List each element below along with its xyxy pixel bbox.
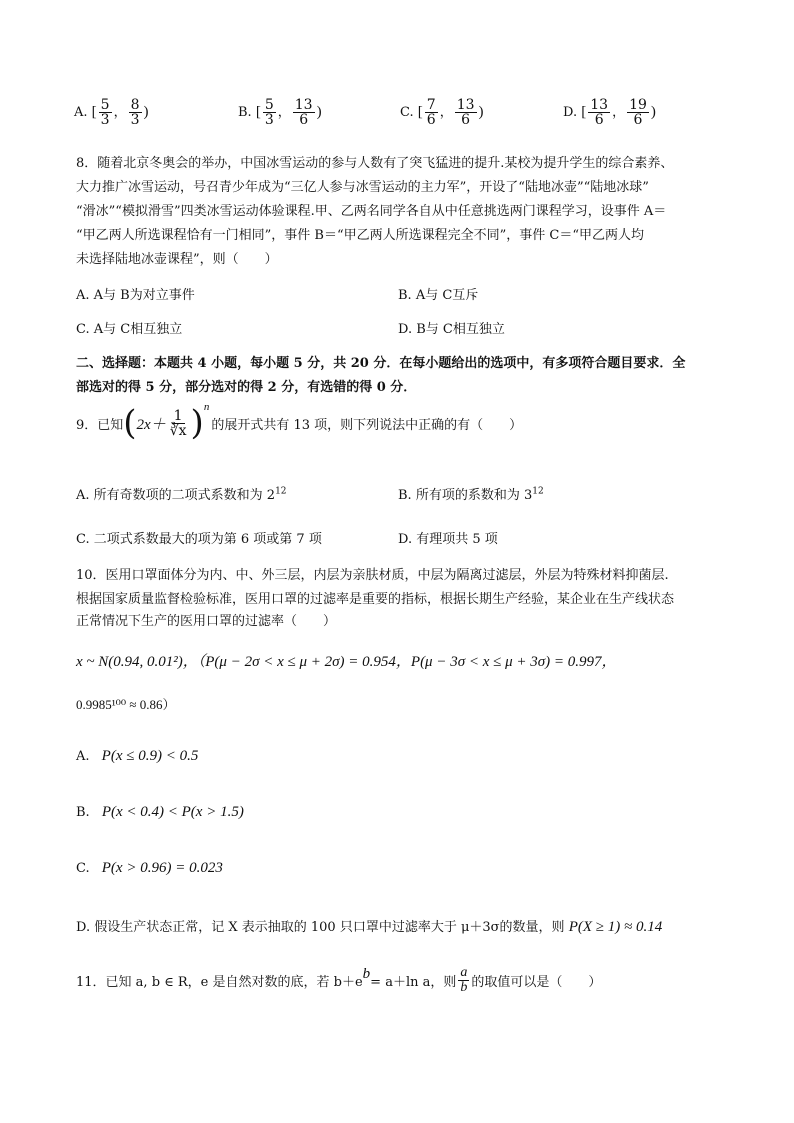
section-2-heading-line-2: 部选对的得 5 分，部分选对的得 2 分，有选错的得 0 分． [76,380,417,395]
q7-option-a-frac1 [99,98,112,127]
frac-numerator: 13 [456,97,475,113]
section-2-heading-line-1: 二、选择题：本题共 4 小题，每小题 5 分，共 20 分．在每小题给出的选项中，有多项符合题目要求．全 [76,356,686,371]
q8-option-d: D. B与 C相互独立 [398,322,505,337]
q7-option-a-rbracket: ) [143,104,149,120]
q8-option-b: B. A与 C互斥 [398,288,479,303]
q10-option-d-formula: P(X ≥ 1) ≈ 0.14 [568,919,663,935]
q7-option-b-lbracket: [ [255,104,261,120]
q9-option-d: D. 有理项共 5 项 [398,532,498,547]
q9-right-paren: ) [190,403,204,443]
frac-numerator: 13 [294,97,313,113]
q10-option-a-label: A. [76,749,90,764]
frac-denominator: 3 [130,112,140,128]
frac-numerator: 7 [426,97,436,113]
q7-option-d: D. [ $\frac{13}{6}$ ， $\frac{19}{6}$ ) [563,97,656,128]
frac-denominator: 6 [633,112,643,128]
q11-mid: = a＋ln a，则 [370,975,457,990]
q10-option-c-label: C. [76,861,90,876]
frac-numerator: 5 [100,97,110,113]
q9-option-a-exponent: 12 [275,486,287,497]
q10-option-c-formula: P(x > 0.96) = 0.023 [101,860,223,876]
frac-denominator: 6 [594,112,604,128]
q7-option-b-frac1 [263,98,276,127]
q11-exponent: b [362,966,371,982]
q10-line-3: 正常情况下生产的医用口罩的过滤率（ ） [76,614,337,629]
q9-exponent: n [203,401,210,413]
q9-option-a [76,484,287,503]
q9-option-b [398,484,544,503]
q7-option-c-lbracket: [ [417,104,423,120]
frac-denominator: 6 [299,112,309,128]
q10-option-b-label: B. [76,805,90,820]
q9-stem [76,401,523,443]
q7-option-c-frac2 [455,98,477,127]
q7-option-d-label: D. [563,105,578,120]
q7-option-b-rbracket: ) [316,104,322,120]
q9-option-b-text: B. 所有项的系数和为 3 [398,488,533,503]
q10-formula-line-2: 0.9985¹⁰⁰ ≈ 0.86） [76,697,176,712]
q8-line-3: “滑冰”“模拟滑雪”四类冰雪运动体验课程.甲、乙两名同学各自从中任意挑选两门课程学习，设事件 A＝ [76,204,667,219]
q9-expr-fraction [168,409,189,438]
q10-option-c [76,860,223,877]
q7-option-b-label: B. [238,105,252,120]
q7-option-b-frac2 [293,98,315,127]
q10-option-a [76,748,198,765]
q10-line-1: 10．医用口罩面体分为内、中、外三层，内层为亲肤材质，中层为隔离过滤层，外层为特殊材料抑菌层. [76,568,669,583]
frac-denominator: 6 [426,112,436,128]
q7-option-c-rbracket: ) [478,104,484,120]
q8-line-2: 大力推广冰雪运动，号召青少年成为“三亿人参与冰雪运动的主力军”，开设了“陆地冰壶”“陆地冰球” [76,180,649,195]
frac-denominator: 3 [100,112,110,128]
q7-option-d-frac1 [588,98,610,127]
frac-denominator: 3 [264,112,274,128]
frac-numerator: 19 [629,97,647,113]
frac-denominator: 6 [461,112,471,128]
q7-option-c-frac1 [425,98,438,127]
frac-numerator: 13 [590,97,609,113]
frac-numerator: a [460,965,468,980]
frac-numerator: 5 [264,97,274,113]
q10-formula-line-1: x ~ N(0.94, 0.01²)，（P(μ − 2σ < x ≤ μ + 2σ) = 0.954，P(μ − 3σ < x ≤ μ + 3σ) = 0.997， [76,654,617,670]
q11-suffix: 的取值可以是（ ） [471,975,602,990]
q8-line-5: 未选择陆地冰壶课程”，则（ ） [76,252,278,267]
q10-option-d-text: D. 假设生产状态正常，记 X 表示抽取的 100 只口罩中过滤率大于 μ＋3σ的数量，则 [76,920,565,935]
q9-left-paren: ( [123,403,137,443]
frac-denominator: b [460,980,468,995]
q7-option-a-frac2 [129,98,142,127]
q10-line-2: 根据国家质量监督检验标准，医用口罩的过滤率是重要的指标，根据长期生产经验，某企业在生产线状态 [76,592,675,607]
q9-option-b-exponent: 12 [532,486,544,497]
q11-prefix: 11．已知 a, b ∈ R，e 是自然对数的底，若 b＋e [76,975,363,990]
q10-option-a-formula: P(x ≤ 0.9) < 0.5 [101,748,199,764]
q7-option-d-frac2 [627,98,649,127]
frac-numerator: 8 [130,97,140,113]
q7-option-a-label: A. [74,105,88,120]
q11-stem [76,966,601,995]
frac-denominator: ∛x [169,422,187,439]
q9-prefix: 9．已知 [76,417,124,433]
q8-option-a: A. A与 B为对立事件 [76,288,195,303]
q7-option-d-lbracket: [ [581,104,587,120]
q9-option-a-text: A. 所有奇数项的二项式系数和为 2 [76,488,276,503]
q10-option-d [76,916,662,936]
q9-suffix: 的展开式共有 13 项，则下列说法中正确的有（ ） [211,417,523,433]
q7-option-d-rbracket: ) [650,104,656,120]
q7-option-c: C. [ $\frac{7}{6}$ ， $\frac{13}{6}$ ) [400,97,484,128]
q8-option-c: C. A与 C相互独立 [76,322,183,337]
q7-option-c-label: C. [400,105,414,120]
q7-option-a-lbracket: [ [91,104,97,120]
q11-fraction [458,966,469,995]
q7-option-b: B. [ $\frac{5}{3}$ ， $\frac{13}{6}$ ) [238,97,322,128]
q8-line-1: 8．随着北京冬奥会的举办，中国冰雪运动的参与人数有了突飞猛进的提升.某校为提升学生的综合素养、 [76,156,674,171]
q9-expr-term: 2x＋ [136,416,166,433]
q10-option-b [76,804,244,821]
q7-option-a: A. [ $\frac{5}{3}$ ， $\frac{8}{3}$ ) [74,97,149,128]
frac-numerator: 1 [173,407,183,424]
q10-option-b-formula: P(x < 0.4) < P(x > 1.5) [101,804,244,820]
q8-line-4: “甲乙两人所选课程恰有一门相同”，事件 B＝“甲乙两人所选课程完全不同”，事件 C＝“甲乙两人均 [76,228,644,243]
q9-option-c: C. 二项式系数最大的项为第 6 项或第 7 项 [76,532,322,547]
